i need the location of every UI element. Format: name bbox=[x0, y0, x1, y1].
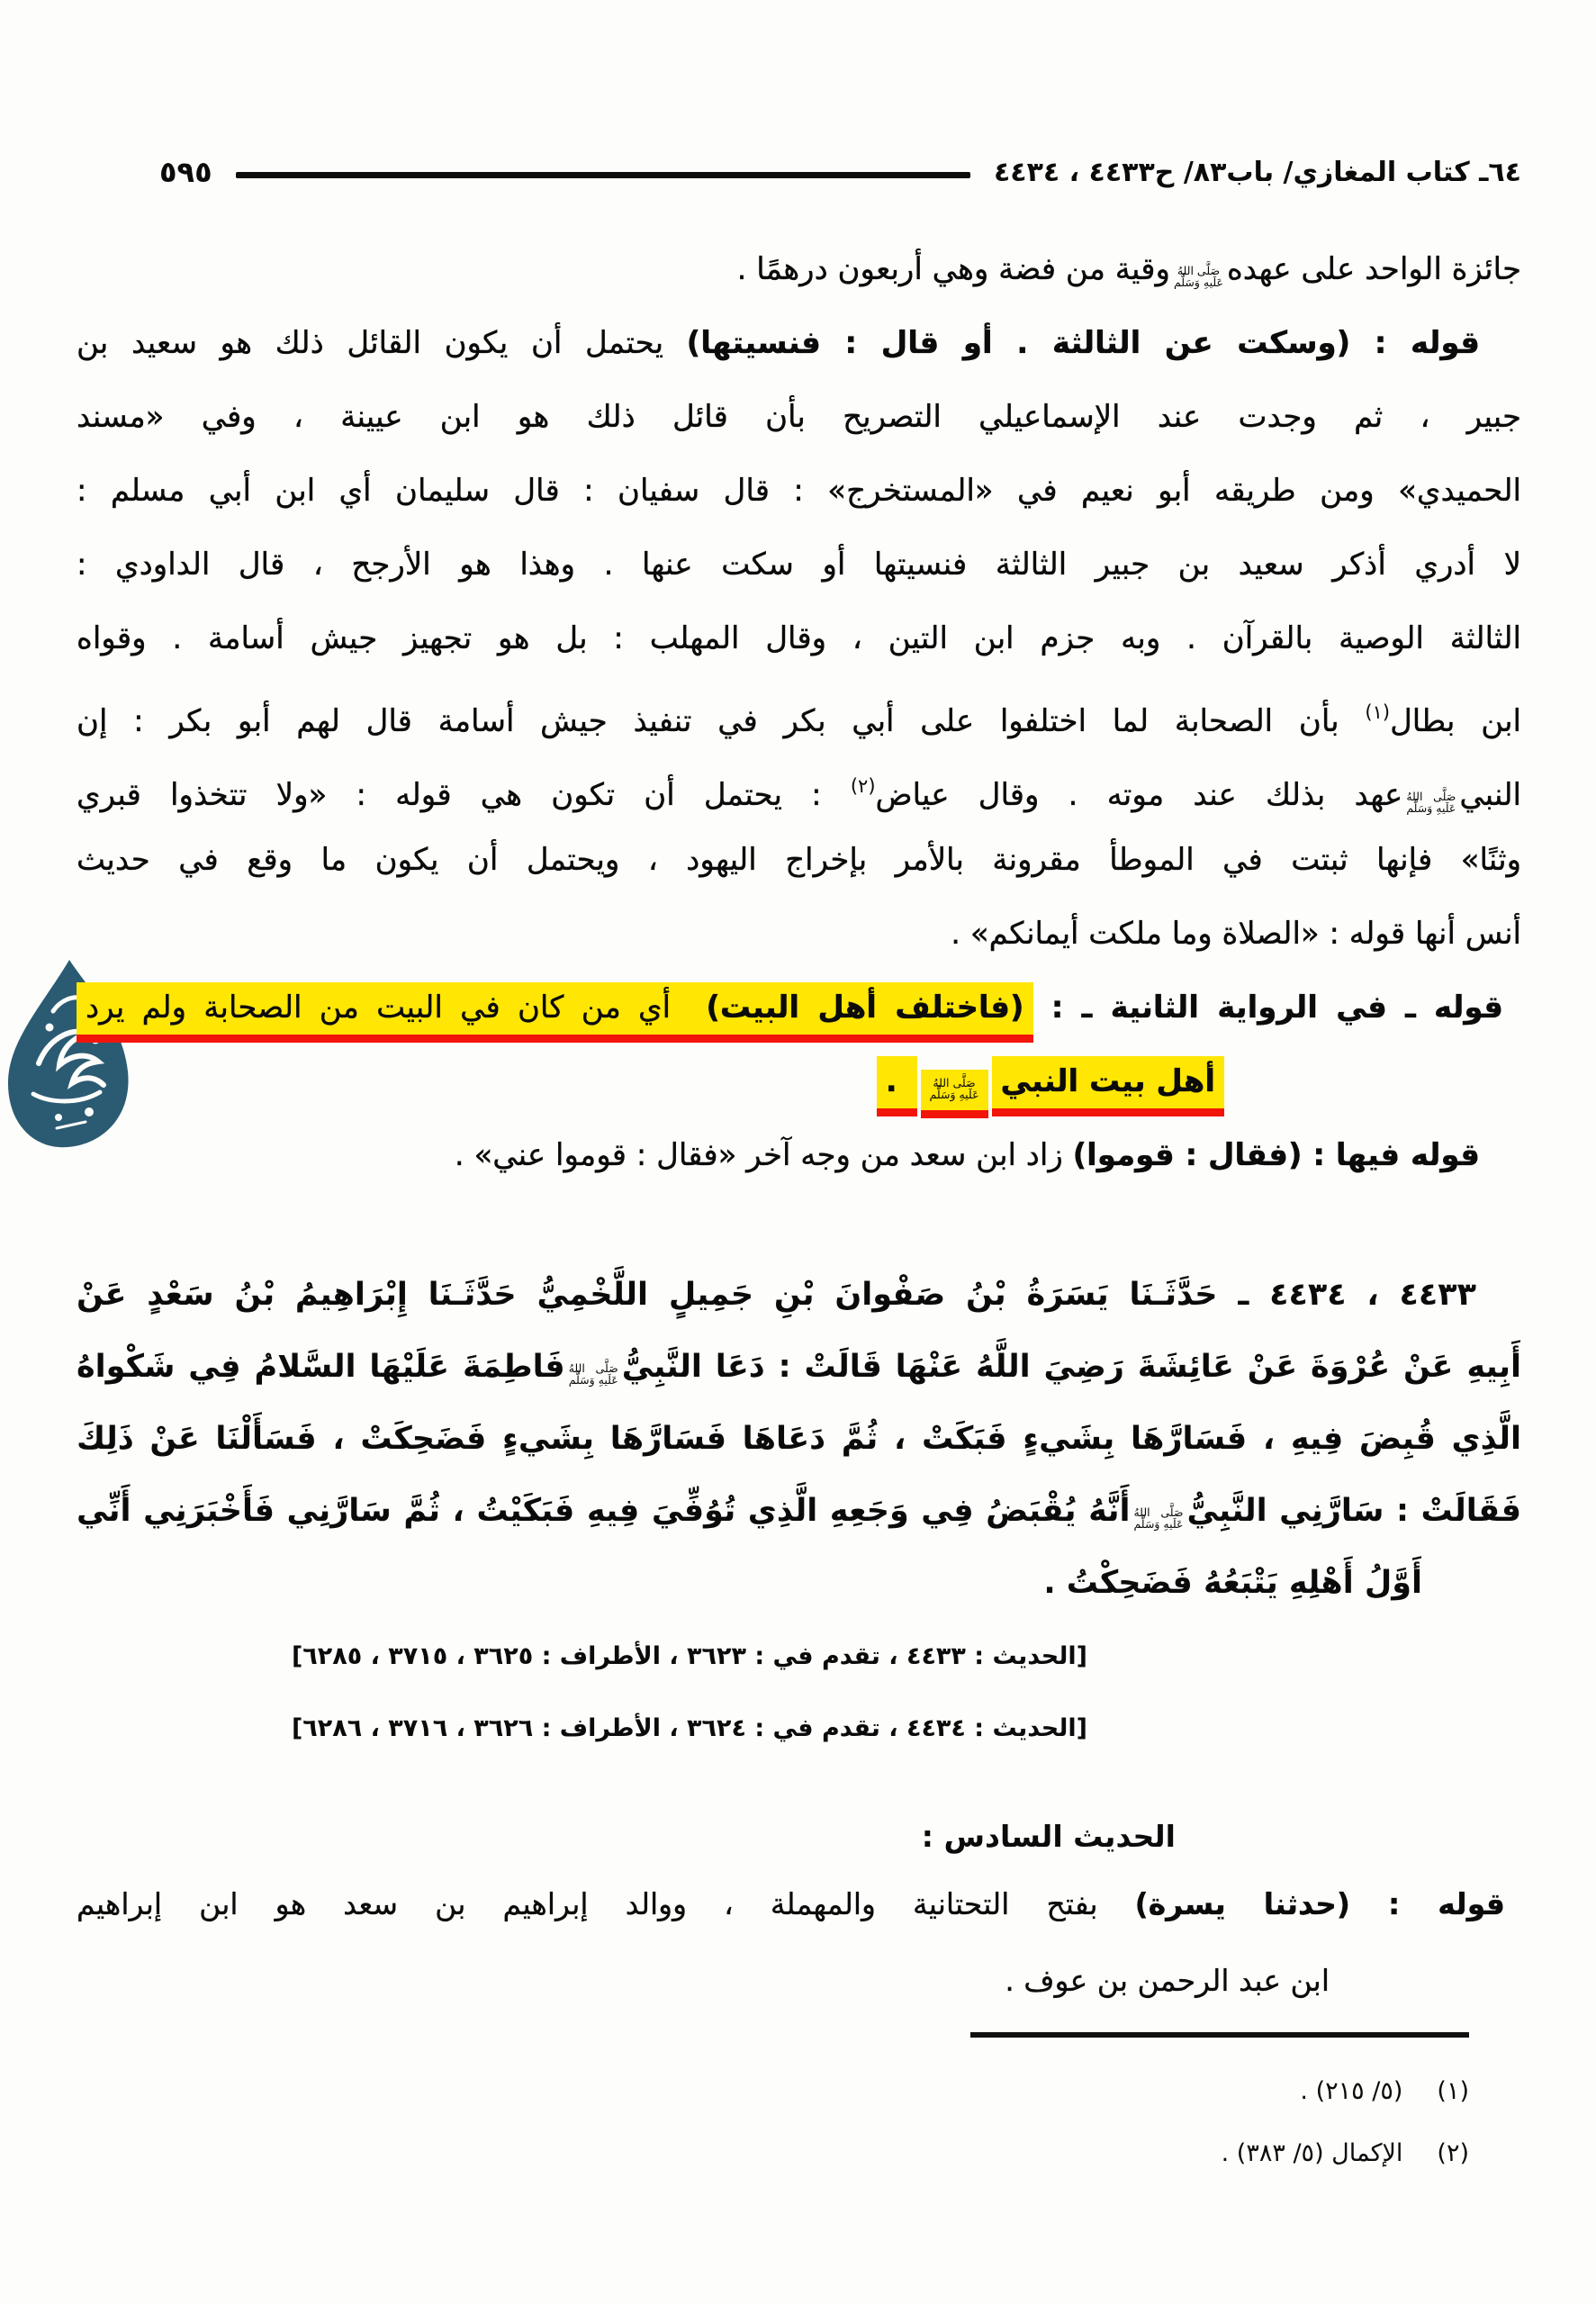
page-number: ٥٩٥ bbox=[159, 155, 212, 189]
text-line bbox=[77, 601, 1521, 675]
text-segment: وثنًا» فإنها ثبتت في الموطأ مقرونة بالأمر بإخراج اليهود ، ويحتمل أن يكون ما وقع في حديث bbox=[77, 842, 1521, 878]
text-segment: لا أدري أذكر سعيد بن جبير الثالثة فنسيتها أو سكت عنها . وهذا هو الأرجح ، قال الداودي : bbox=[77, 547, 1521, 583]
text-line bbox=[77, 1693, 1087, 1765]
text-line bbox=[77, 749, 1521, 823]
saws-line: عَلَيهِ وَسَلَّم bbox=[1406, 801, 1456, 815]
saws-line: صَلَّى اللهُ bbox=[1177, 263, 1221, 277]
text-line bbox=[77, 306, 1521, 380]
text-segment: الحميدي» ومن طريقه أبو نعيم في «المستخرج» : قال سفيان : قال سليمان أي ابن أبي مسلم : bbox=[77, 473, 1521, 509]
footnote-marker: (١) bbox=[1437, 2077, 1469, 2105]
text-segment: النبي bbox=[1459, 777, 1522, 813]
text-line bbox=[77, 1403, 1521, 1475]
saws-line: عَلَيهِ وَسَلَّم bbox=[568, 1373, 618, 1387]
text-line bbox=[77, 232, 1521, 306]
hadith-block bbox=[77, 1259, 1521, 1619]
saws-line: صَلَّى اللهُ bbox=[1133, 1505, 1184, 1519]
text-line bbox=[77, 1942, 1330, 2019]
text-segment: أَبِيهِ عَنْ عُرْوَةَ عَنْ عَائِشَةَ رَضِيَ اللَّهُ عَنْهَا قَالَتْ : دَعَا النَّبِيُّ bbox=[621, 1349, 1521, 1385]
text-segment: فَاطِمَةَ عَلَيْهَا السَّلامُ فِي شَكْواهُ bbox=[77, 1349, 565, 1385]
text-line bbox=[77, 528, 1521, 601]
text-segment: أي من كان في البيت من الصحابة ولم يرد bbox=[77, 982, 697, 1043]
text-segment: يحتمل أن يكون القائل ذلك هو سعيد بن bbox=[77, 325, 687, 361]
text-line bbox=[77, 1118, 1521, 1192]
text-segment: بفتح التحتانية والمهملة ، ووالد إبراهيم بن سعد هو ابن إبراهيم bbox=[77, 1886, 1135, 1921]
text-line bbox=[77, 1621, 1087, 1693]
text-segment: ابن بطال bbox=[1390, 703, 1521, 739]
saws-symbol bbox=[569, 1362, 618, 1387]
text-segment: [الحديث : ٤٤٣٣ ، تقدم في : ٣٦٢٣ ، الأطراف : ٣٦٢٥ ، ٣٧١٥ ، ٦٢٨٥] bbox=[291, 1642, 1087, 1670]
saws-line: عَلَيهِ وَسَلَّم bbox=[1173, 276, 1223, 289]
text-line bbox=[77, 1866, 1521, 1942]
footnote-item bbox=[77, 2122, 1469, 2184]
text-segment: قوله : (حدثنا يسرة) bbox=[1134, 1886, 1505, 1921]
text-line bbox=[77, 1044, 1224, 1118]
text-segment: ابن عبد الرحمن بن عوف . bbox=[1005, 1963, 1330, 1998]
commentary-block bbox=[77, 232, 1521, 1192]
text-segment: : يحتمل أن تكون هي قوله : «ولا تتخذوا قبري bbox=[77, 777, 851, 813]
footnote-text: (٥/ ٢١٥) . bbox=[1300, 2077, 1403, 2105]
text-line bbox=[77, 1547, 1422, 1619]
text-line bbox=[77, 823, 1521, 897]
footnote-divider bbox=[970, 2032, 1469, 2038]
text-segment: فَقَالَتْ : سَارَّنِي النَّبِيُّ bbox=[1186, 1493, 1521, 1529]
text-line bbox=[77, 1259, 1521, 1331]
saws-line: عَلَيهِ وَسَلَّم bbox=[1133, 1517, 1184, 1531]
footnote-item bbox=[77, 2060, 1469, 2122]
footnote-marker: (٢) bbox=[1437, 2139, 1469, 2167]
text-segment: زاد ابن سعد من وجه آخر «فقال : قوموا عني» . bbox=[454, 1137, 1073, 1173]
text-segment: وقية من فضة وهي أربعون درهمًا . bbox=[736, 251, 1170, 287]
text-segment: أَوَّلُ أَهْلِهِ يَتْبَعُهُ فَضَحِكْتُ . bbox=[1043, 1565, 1422, 1601]
saws-line: صَلَّى اللهُ bbox=[933, 1075, 976, 1089]
text-segment: قوله ـ في الرواية الثانية ـ : bbox=[1032, 990, 1504, 1026]
text-line bbox=[77, 675, 1521, 749]
text-segment: جائزة الواحد على عهده bbox=[1226, 251, 1521, 287]
section-heading: الحديث السادس : bbox=[921, 1819, 1176, 1854]
text-segment: أهل بيت النبي bbox=[992, 1056, 1224, 1116]
saws-symbol bbox=[1174, 265, 1223, 289]
text-segment: أنس أنها قوله : «الصلاة وما ملكت أيمانكم» . bbox=[951, 916, 1521, 952]
saws-line: صَلَّى اللهُ bbox=[568, 1360, 618, 1375]
text-line bbox=[77, 1331, 1521, 1403]
footnotes-block bbox=[77, 2060, 1521, 2184]
text-segment: الَّذِي قُبِضَ فِيهِ ، فَسَارَّهَا بِشَيءٍ فَبَكَتْ ، ثُمَّ دَعَاهَا فَسَارَّهَا بِشَيءٍ فَضَحِكَتْ ، فَسَأَلْنَا عَنْ ذَلِكَ bbox=[77, 1421, 1521, 1457]
text-line bbox=[77, 971, 1521, 1044]
hadith-references-block bbox=[77, 1621, 1521, 1765]
page-header bbox=[77, 149, 1521, 195]
text-segment: قوله : (وسكت عن الثالثة . أو قال : فنسيتها) bbox=[686, 325, 1481, 361]
text-segment: قوله فيها : (فقال : قوموا) bbox=[1072, 1137, 1480, 1173]
text-segment: ٤٤٣٣ ، ٤٤٣٤ ـ حَدَّثَـنَا يَسَرَةُ بْنُ صَفْوانَ بْنِ جَمِيلٍ اللَّخْمِيُّ حَدَّثَـنَا إِبْرَاهِيمُ بْنُ سَعْدٍ عَنْ bbox=[77, 1277, 1476, 1313]
saws-symbol bbox=[1406, 791, 1456, 815]
footnote-text: الإكمال (٥/ ٣٨٣) . bbox=[1221, 2139, 1403, 2167]
text-segment: الثالثة الوصية بالقرآن . وبه جزم ابن التين ، وقال المهلب : بل هو تجهيز جيش أسامة . وقواه bbox=[77, 620, 1521, 656]
text-segment: (١) bbox=[1365, 701, 1391, 723]
saws-line: عَلَيهِ وَسَلَّم bbox=[929, 1088, 979, 1101]
text-line bbox=[77, 454, 1521, 528]
section-commentary-block bbox=[77, 1866, 1521, 2019]
saws-symbol bbox=[921, 1070, 988, 1118]
text-segment: (فاختلف أهل البيت) bbox=[697, 982, 1032, 1043]
header-rule bbox=[236, 172, 970, 178]
text-segment: أَنَّهُ يُقْبَضُ فِي وَجَعِهِ الَّذِي تُوُفِّيَ فِيهِ فَبَكَيْتُ ، ثُمَّ سَارَّنِي فَأَخْبَرَنِي أَنِّي bbox=[77, 1493, 1131, 1529]
text-segment: (٢) bbox=[850, 775, 876, 797]
chapter-title: ٦٤ـ كتاب المغازي/ باب٨٣/ ح٤٤٣٣ ، ٤٤٣٤ bbox=[993, 156, 1521, 188]
saws-line: صَلَّى اللهُ bbox=[1406, 789, 1456, 803]
text-segment: جبير ، ثم وجدت عند الإسماعيلي التصريح بأن قائل ذلك هو ابن عيينة ، وفي «مسند bbox=[77, 399, 1521, 435]
text-segment: . bbox=[877, 1056, 917, 1116]
text-segment: بأن الصحابة لما اختلفوا على أبي بكر في تنفيذ جيش أسامة قال لهم أبو بكر : إن bbox=[77, 703, 1366, 739]
saws-symbol bbox=[1133, 1506, 1183, 1531]
text-line bbox=[77, 1475, 1521, 1547]
text-line bbox=[77, 380, 1521, 454]
text-line bbox=[77, 897, 1521, 971]
text-segment: [الحديث : ٤٤٣٤ ، تقدم في : ٣٦٢٤ ، الأطراف : ٣٦٢٦ ، ٣٧١٦ ، ٦٢٨٦] bbox=[291, 1714, 1087, 1742]
text-segment: عهد بذلك عند موته . وقال عياض bbox=[875, 777, 1403, 813]
